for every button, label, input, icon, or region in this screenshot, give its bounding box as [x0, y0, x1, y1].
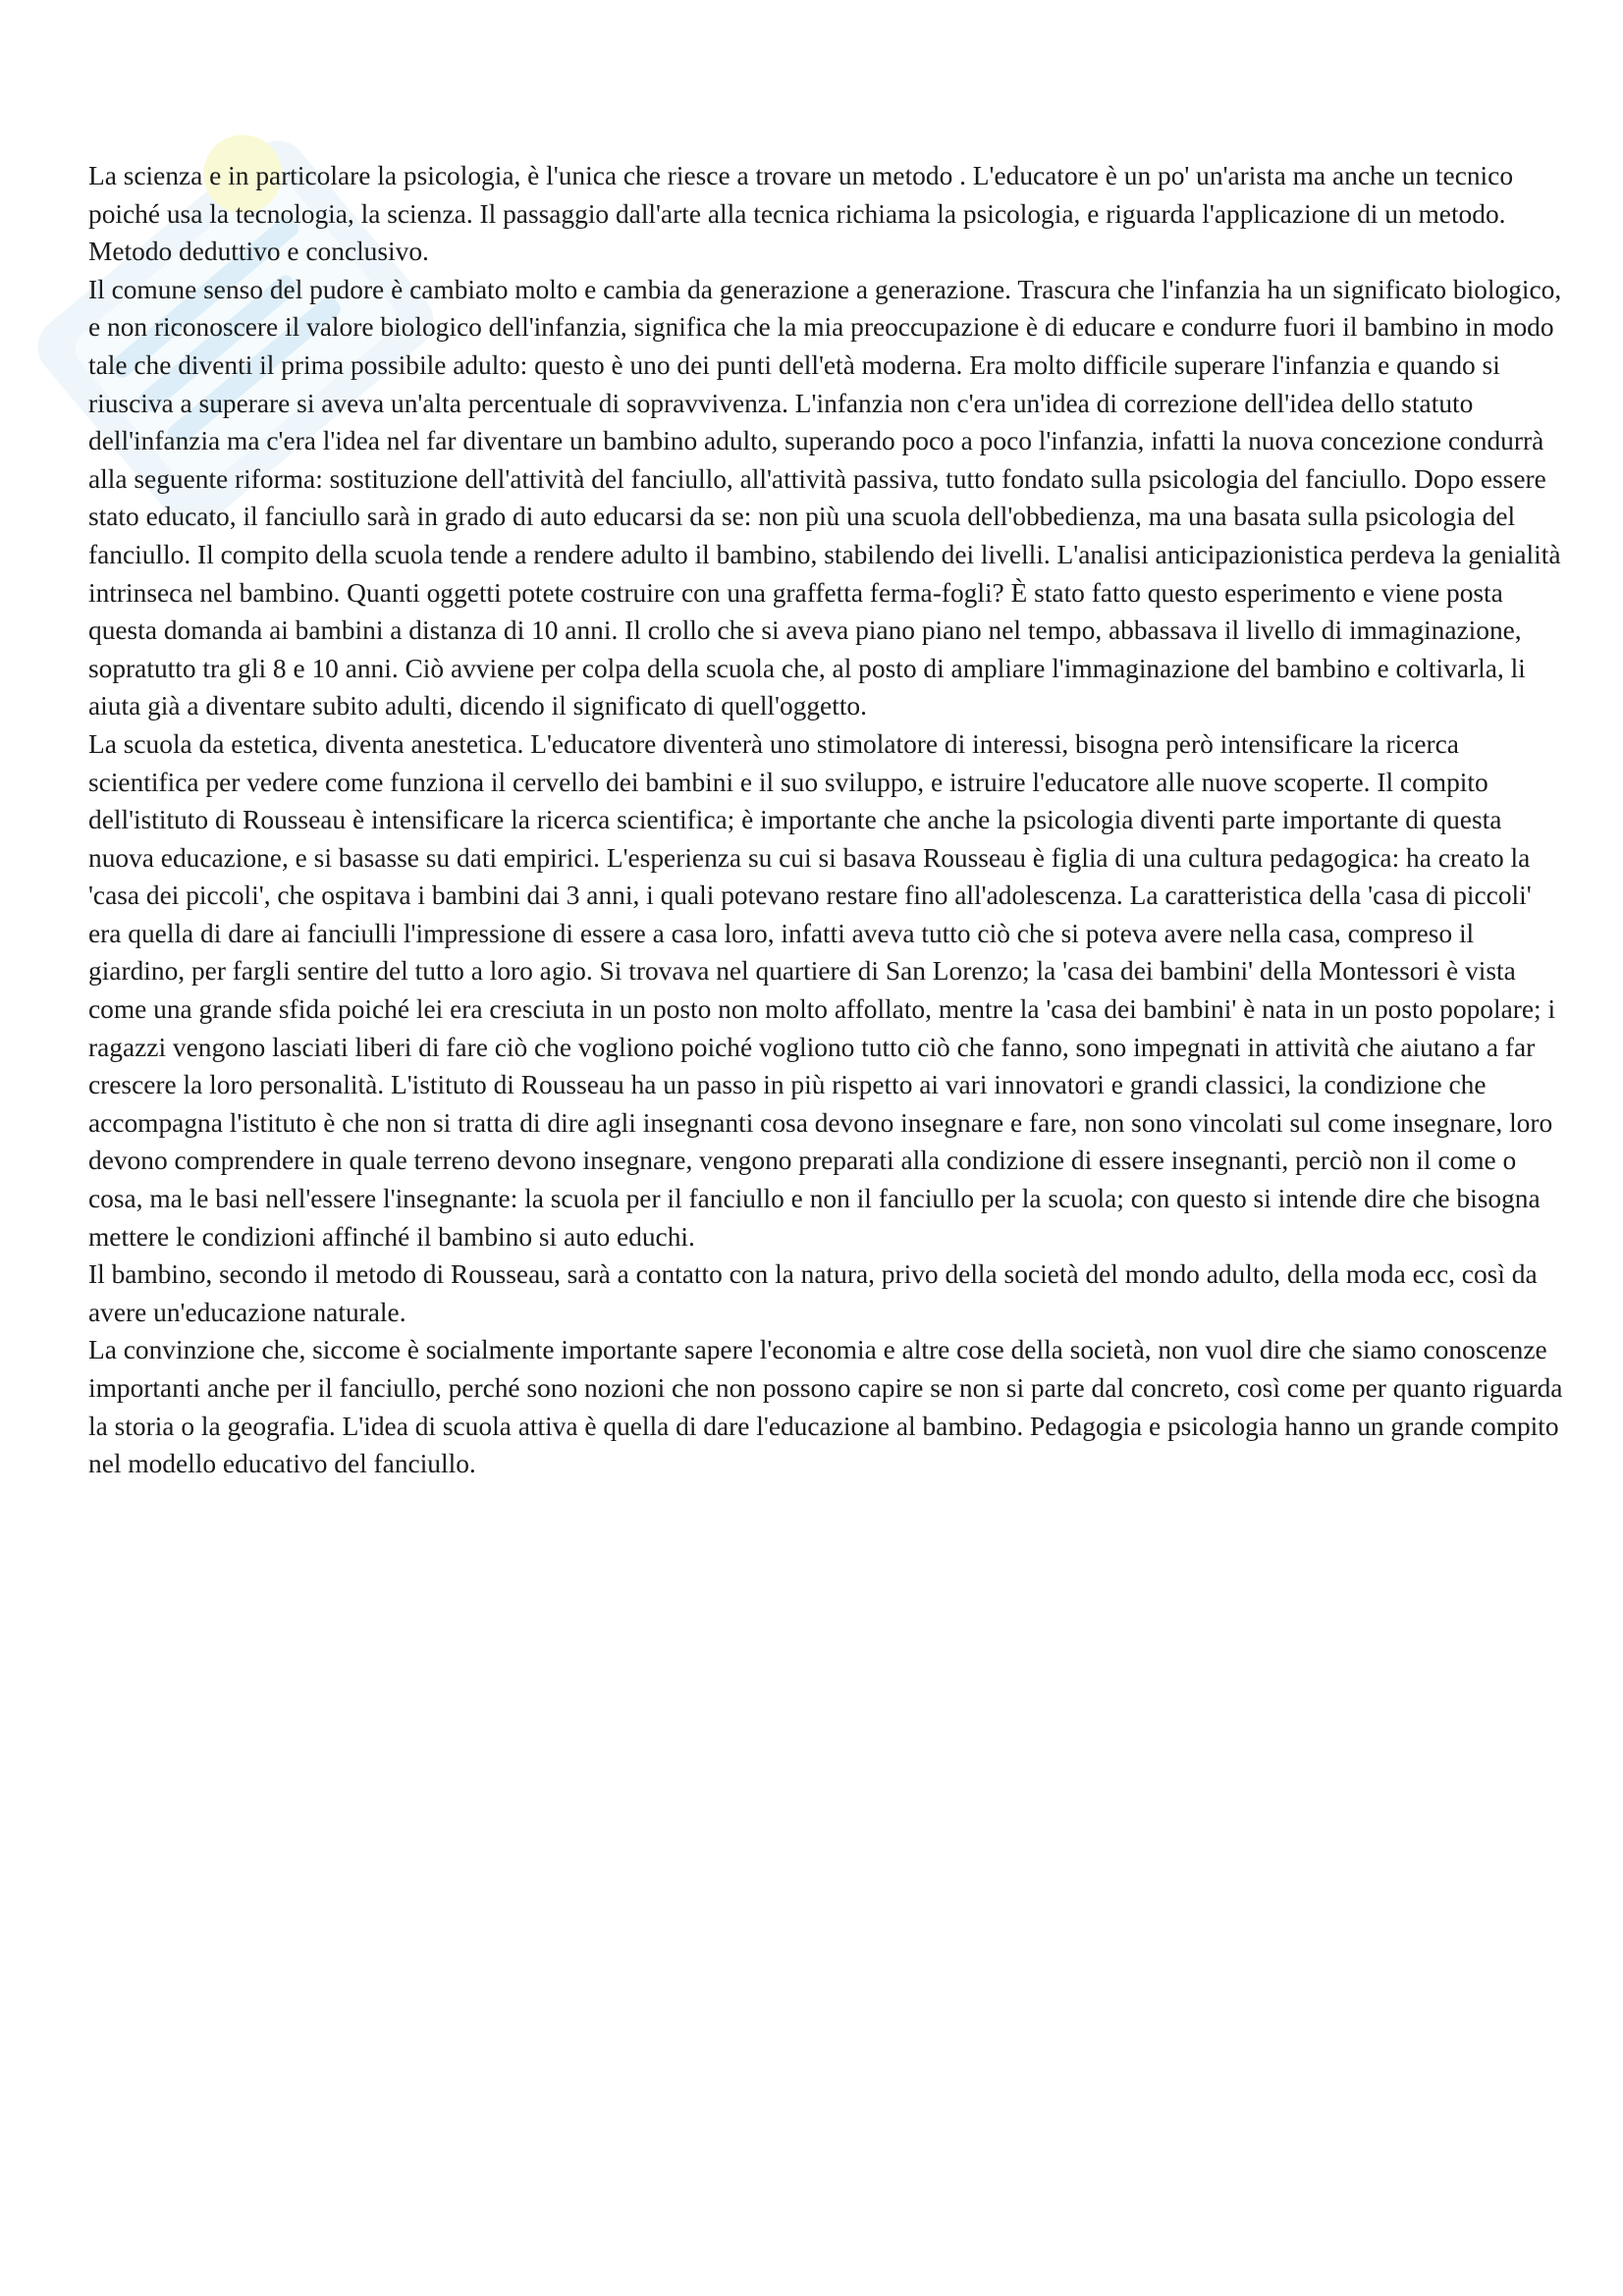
- paragraph-childhood: Il comune senso del pudore è cambiato molto e cambia da generazione a generazione. Trascura che l'infanzia ha un significato biologico, e non riconoscere il valore biologico dell'infanzia, significa che la mia preoccupazione è di educare e condurre fuori il bambino in modo tale che diventi il prima possibile adulto: questo è uno dei punti dell'età moderna. Era molto difficile superare l'infanzia e quando si riusciva a superare si aveva un'alta percentuale di sopravvivenza. L'infanzia non c'era un'idea di correzione dell'idea dello statuto dell'infanzia ma c'era l'idea nel far diventare un bambino adulto, superando poco a poco l'infanzia, infatti la nuova concezione condurrà alla seguente riforma: sostituzione dell'attività del fanciullo, all'attività passiva, tutto fondato sulla psicologia del fanciullo. Dopo essere stato educato, il fanciullo sarà in grado di auto educarsi da se: non più una scuola dell'obbedienza, ma una basata sulla psicologia del fanciullo. Il compito della scuola tende a rendere adulto il bambino, stabilendo dei livelli. L'analisi anticipazionistica perdeva la genialità intrinseca nel bambino. Quanti oggetti potete costruire con una graffetta ferma-fogli? È stato fatto questo esperimento e viene posta questa domanda ai bambini a distanza di 10 anni. Il crollo che si aveva piano piano nel tempo, abbassava il livello di immaginazione, sopratutto tra gli 8 e 10 anni. Ciò avviene per colpa della scuola che, al posto di ampliare l'immaginazione del bambino e coltivarla, li aiuta già a diventare subito adulti, dicendo il significato di quell'oggetto.: [88, 274, 1562, 721]
- paragraph-school: La scuola da estetica, diventa anestetica. L'educatore diventerà uno stimolatore di interessi, bisogna però intensificare la ricerca scientifica per vedere come funziona il cervello dei bambini e il suo sviluppo, e istruire l'educatore alle nuove scoperte. Il compito dell'istituto di Rousseau è intensificare la ricerca scientifica; è importante che anche la psicologia diventi parte importante di questa nuova educazione, e si basasse su dati empirici. L'esperienza su cui si basava Rousseau è figlia di una cultura pedagogica: ha creato la 'casa dei piccoli', che ospitava i bambini dai 3 anni, i quali potevano restare fino all'adolescenza. La caratteristica della 'casa di piccoli' era quella di dare ai fanciulli l'impressione di essere a casa loro, infatti aveva tutto ciò che si poteva avere nella casa, compreso il giardino, per fargli sentire del tutto a loro agio. Si trovava nel quartiere di San Lorenzo; la 'casa dei bambini' della Montessori è vista come una grande sfida poiché lei era cresciuta in un posto non molto affollato, mentre la 'casa dei bambini' è nata in un posto popolare; i ragazzi vengono lasciati liberi di fare ciò che vogliono poiché vogliono tutto ciò che fanno, sono impegnati in attività che aiutano a far crescere la loro personalità. L'istituto di Rousseau ha un passo in più rispetto ai vari innovatori e grandi classici, la condizione che accompagna l'istituto è che non si tratta di dire agli insegnanti cosa devono insegnare e fare, non sono vincolati sul come insegnare, loro devono comprendere in quale terreno devono insegnare, vengono preparati alla condizione di essere insegnanti, perciò non il come o cosa, ma le basi nell'essere l'insegnante: la scuola per il fanciullo e non il fanciullo per la scuola; con questo si intende dire che bisogna mettere le condizioni affinché il bambino si auto educhi.: [88, 728, 1556, 1252]
- paragraph-intro: La scienza e in particolare la psicologia, è l'unica che riesce a trovare un metodo . L'educatore è un po' un'arista ma anche un tecnico poiché usa la tecnologia, la scienza. Il passaggio dall'arte alla tecnica richiama la psicologia, e riguarda l'applicazione di un metodo.: [88, 161, 1514, 229]
- paragraph-method: Metodo deduttivo e conclusivo.: [88, 237, 429, 267]
- document-body: [88, 157, 1566, 1483]
- paragraph-conviction: La convinzione che, siccome è socialmente importante sapere l'economia e altre cose della società, non vuol dire che siamo conoscenze importanti anche per il fanciullo, perché sono nozioni che non possono capire se non si parte dal concreto, così come per quanto riguarda la storia o la geografia. L'idea di scuola attiva è quella di dare l'educazione al bambino. Pedagogia e psicologia hanno un grande compito nel modello educativo del fanciullo.: [88, 1335, 1563, 1479]
- paragraph-nature: Il bambino, secondo il metodo di Rousseau, sarà a contatto con la natura, privo della società del mondo adulto, della moda ecc, così da avere un'educazione naturale.: [88, 1259, 1538, 1327]
